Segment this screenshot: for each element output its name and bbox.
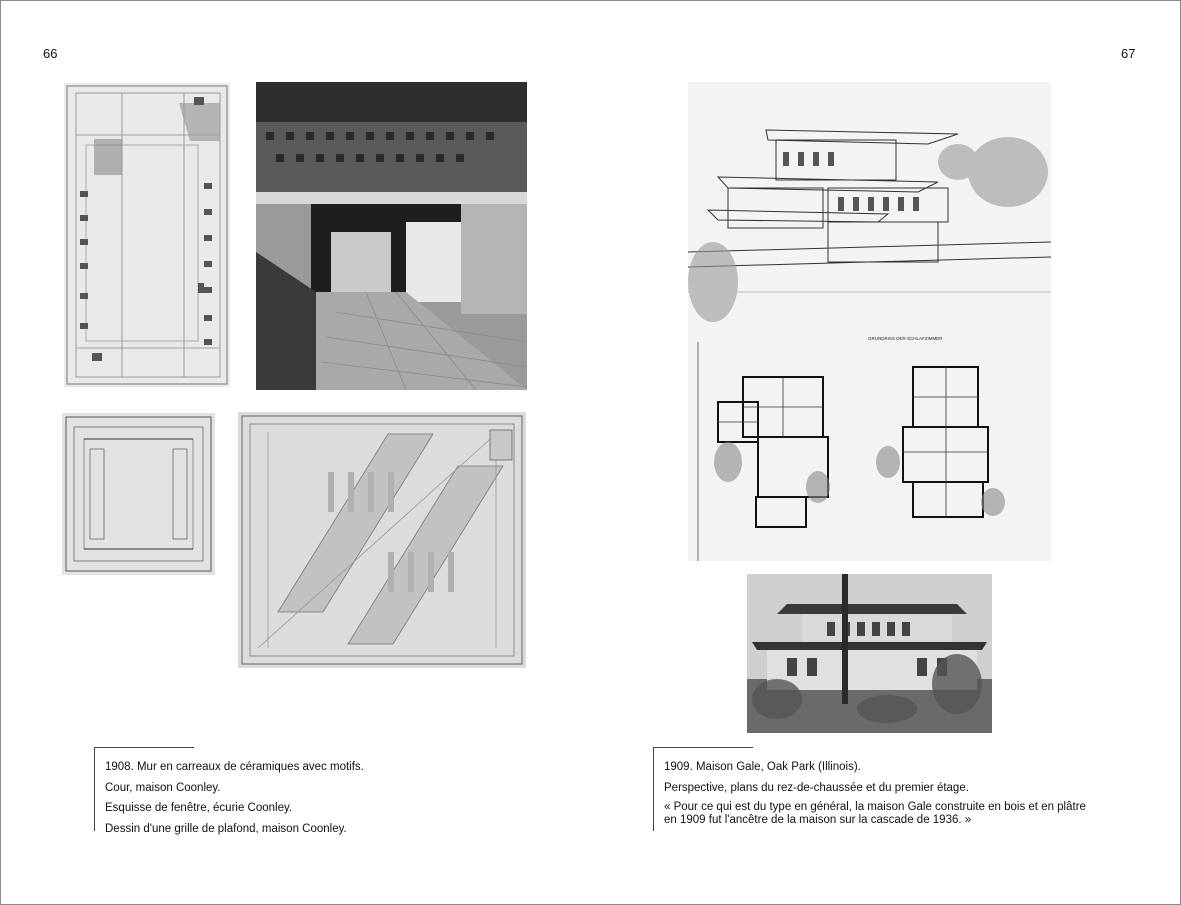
caption-left-line: Cour, maison Coonley. <box>105 781 221 794</box>
caption-left-line: Dessin d'une grille de plafond, maison Coonley. <box>105 822 347 835</box>
page-number-left: 66 <box>43 46 58 61</box>
caption-right-line: Perspective, plans du rez-de-chaussée et du premier étage. <box>664 781 969 794</box>
caption-left-line: Esquisse de fenêtre, écurie Coonley. <box>105 802 293 814</box>
figure-ceiling-grille-drawing <box>238 412 526 668</box>
caption-right <box>664 757 1094 827</box>
caption-left <box>105 757 575 839</box>
caption-right-quote: « Pour ce qui est du type en général, la maison Gale construite en bois et en plâtre en 1909 fut l'ancêtre de la maison sur la cascade de 1936. » <box>664 801 1086 826</box>
photo-coonley-courtyard <box>256 82 527 390</box>
caption-rule-right-vertical <box>653 747 654 831</box>
figure-window-sketch <box>62 413 215 575</box>
figure-tile-wall-drawing <box>64 83 230 387</box>
caption-right-line: 1909. Maison Gale, Oak Park (Illinois). <box>664 761 861 773</box>
figure-gale-house-perspective-and-plans <box>688 82 1051 561</box>
caption-rule-left-vertical <box>94 747 95 831</box>
plan-label: GRUNDRISS DER SCHLAFZIMMER <box>868 336 943 341</box>
photo-gale-house <box>747 574 992 733</box>
caption-rule-right-horizontal <box>653 747 753 748</box>
page-number-right: 67 <box>1121 46 1136 61</box>
caption-left-line: 1908. Mur en carreaux de céramiques avec motifs. <box>105 761 364 773</box>
caption-rule-left-horizontal <box>94 747 194 748</box>
